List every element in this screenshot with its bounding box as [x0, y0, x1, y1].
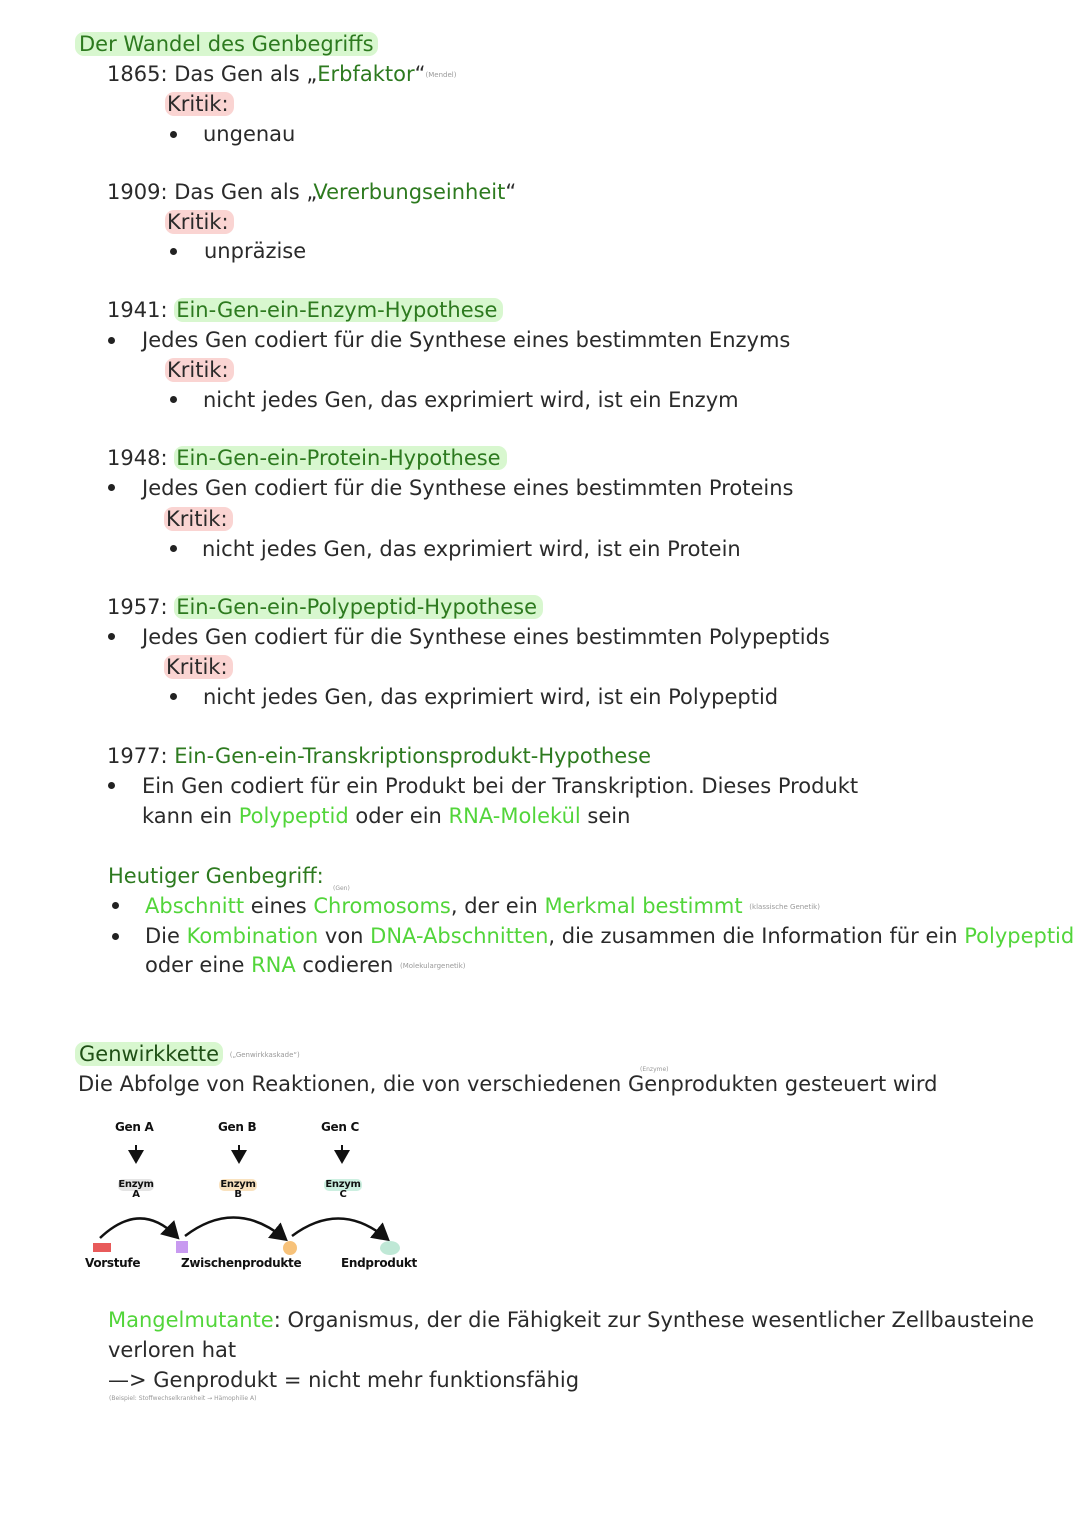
critic-label: Kritik: [166, 506, 233, 532]
critic-text: nicht jedes Gen, das exprimiert wird, ist ein Protein [202, 537, 741, 561]
critic-label: Kritik: [167, 91, 234, 117]
critic-label: Kritik: [166, 654, 233, 680]
reaction-arc-2 [185, 1217, 284, 1238]
bullet-dot [170, 396, 177, 403]
zwischenprodukt-marker-2 [283, 1241, 297, 1255]
today-title: Heutiger Genbegriff: [108, 864, 324, 888]
entry-1865-heading: 1865: Das Gen als „Erbfaktor“(Mendel) [107, 62, 457, 86]
mutant-example-note: (Beispiel: Stoffwechselkrankheit → Hämophilie A) [109, 1395, 257, 1402]
vorstufe-marker [93, 1243, 111, 1252]
endprodukt-label: Endprodukt [341, 1256, 417, 1270]
enzyme-c-label: Enzym C [325, 1179, 361, 1200]
bullet-dot [170, 248, 177, 255]
entry-bullet: Jedes Gen codiert für die Synthese eines bestimmten Polypeptids [142, 625, 830, 649]
gene-a-label: Gen A [115, 1120, 154, 1134]
bullet-dot [108, 633, 115, 640]
bullet-dot [112, 902, 119, 909]
entry-bullet: Jedes Gen codiert für die Synthese eines bestimmten Proteins [142, 476, 794, 500]
mutant-definition: Mangelmutante: Organismus, der die Fähigkeit zur Synthese wesentlicher Zellbausteine [108, 1308, 1035, 1332]
enzyme-a-label: Enzym A [118, 1179, 154, 1200]
bullet-dot [108, 337, 115, 344]
mutant-definition-continuation: verloren hat [108, 1338, 237, 1362]
bullet-dot [108, 782, 115, 789]
bullet-dot [170, 693, 177, 700]
section-title-gene-concept: Der Wandel des Genbegriffs [79, 31, 378, 57]
mutant-consequence: —> Genprodukt = nicht mehr funktionsfähig [108, 1368, 580, 1392]
bullet-dot [170, 131, 177, 138]
bullet-dot [108, 484, 115, 491]
critic-text: nicht jedes Gen, das exprimiert wird, ist ein Enzym [203, 388, 739, 412]
critic-text: unpräzise [204, 239, 307, 263]
reaction-arc-1 [100, 1218, 176, 1238]
entry-1977-heading: 1977: Ein-Gen-ein-Transkriptionsprodukt-Hypothese [107, 744, 652, 768]
bullet-dot [170, 545, 177, 552]
reaction-arc-3 [292, 1218, 386, 1238]
today-item-1: Abschnitt eines Chromosoms, der ein Merkmal bestimmt (klassische Genetik) [145, 894, 820, 918]
zwischenprodukt-marker-1 [176, 1241, 188, 1253]
critic-label: Kritik: [167, 209, 234, 235]
zwischenprodukte-label: Zwischenprodukte [181, 1256, 302, 1270]
gene-b-label: Gen B [218, 1120, 257, 1134]
note-gen: (Gen) [333, 885, 350, 892]
entry-1909-heading: 1909: Das Gen als „Vererbungseinheit“ [107, 180, 517, 204]
entry-1957-heading: 1957: Ein-Gen-ein-Polypeptid-Hypothese [107, 594, 543, 620]
today-item-2: Die Kombination von DNA-Abschnitten, die zusammen die Information für ein Polypeptid [145, 924, 1075, 948]
entry-1948-heading: 1948: Ein-Gen-ein-Protein-Hypothese [107, 445, 507, 471]
entry-bullet: Jedes Gen codiert für die Synthese eines bestimmten Enzyms [142, 328, 791, 352]
entry-bullet: Ein Gen codiert für ein Produkt bei der Transkription. Dieses Produkt [142, 774, 859, 798]
critic-text: nicht jedes Gen, das exprimiert wird, ist ein Polypeptid [203, 685, 779, 709]
entry-bullet-continuation: kann ein Polypeptid oder ein RNA-Molekül sein [142, 804, 631, 828]
endprodukt-marker [380, 1241, 400, 1255]
section-title-genwirkkette: Genwirkkette („Genwirkkaskade“) [79, 1041, 300, 1068]
today-item-2-continuation: oder eine RNA codieren (Molekulargenetik) [145, 953, 466, 977]
bullet-dot [112, 933, 119, 940]
note-enzyme: (Enzyme) [640, 1066, 669, 1073]
genwirkkette-definition: Die Abfolge von Reaktionen, die von verschiedenen Genprodukten gesteuert wird [78, 1072, 938, 1096]
gene-c-label: Gen C [321, 1120, 360, 1134]
vorstufe-label: Vorstufe [85, 1256, 141, 1270]
entry-1941-heading: 1941: Ein-Gen-ein-Enzym-Hypothese [107, 297, 503, 323]
critic-text: ungenau [203, 122, 296, 146]
enzyme-b-label: Enzym B [220, 1179, 256, 1200]
critic-label: Kritik: [167, 357, 234, 383]
